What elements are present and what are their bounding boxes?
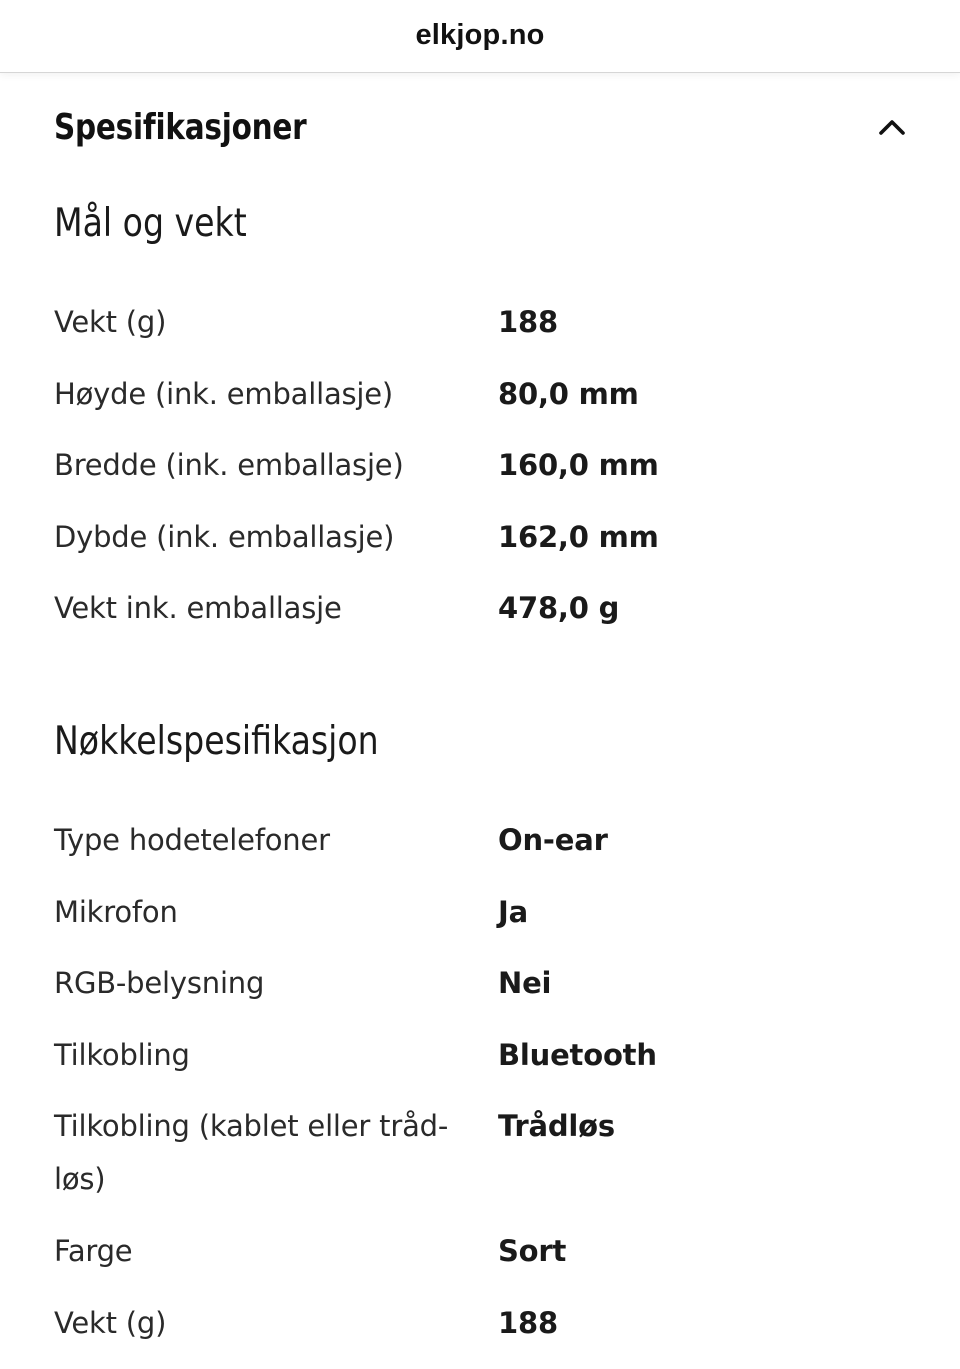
spec-value: 188 bbox=[498, 1305, 558, 1340]
chevron-up-icon bbox=[877, 117, 907, 137]
spec-list bbox=[54, 814, 914, 1368]
spec-value: Nei bbox=[498, 966, 552, 1000]
spec-row bbox=[54, 886, 914, 958]
spec-value: Ja bbox=[498, 894, 528, 929]
spec-label: Dybde (ink. emballasje) bbox=[54, 519, 395, 554]
spec-row bbox=[54, 368, 914, 440]
address-bar[interactable] bbox=[0, 0, 960, 73]
spec-value: 188 bbox=[498, 305, 558, 339]
spec-row bbox=[54, 1029, 914, 1101]
section-dimensions-weight bbox=[54, 198, 914, 654]
spec-row bbox=[54, 582, 914, 654]
spec-value: Trådløs bbox=[498, 1109, 615, 1143]
spec-label: Type hodetelefoner bbox=[54, 823, 330, 857]
spec-label: Tilkobling bbox=[54, 1037, 190, 1072]
collapse-button[interactable] bbox=[874, 109, 910, 145]
spec-label: Mikrofon bbox=[54, 894, 178, 929]
url-text: elkjop.no bbox=[415, 18, 545, 51]
spec-value: 478,0 g bbox=[498, 591, 620, 625]
spec-label: Vekt ink. emballasje bbox=[54, 591, 342, 625]
spec-value: 160,0 mm bbox=[498, 448, 659, 482]
section-title: Nøkkelspesifikasjon bbox=[54, 719, 379, 764]
spec-row bbox=[54, 1297, 914, 1369]
spec-label: RGB-belysning bbox=[54, 966, 265, 1000]
specifications-header[interactable] bbox=[54, 102, 910, 152]
spec-row bbox=[54, 1100, 914, 1225]
spec-row bbox=[54, 511, 914, 583]
specifications-panel bbox=[0, 74, 960, 1369]
spec-value: 80,0 mm bbox=[498, 376, 639, 411]
spec-list bbox=[54, 296, 914, 654]
section-key-specifications bbox=[54, 716, 914, 1368]
spec-value: Sort bbox=[498, 1234, 567, 1268]
page-title: Spesifikasjoner bbox=[54, 106, 307, 148]
spec-row bbox=[54, 296, 914, 368]
spec-label: Vekt (g) bbox=[54, 1305, 167, 1340]
spec-value: 162,0 mm bbox=[498, 519, 659, 554]
spec-value: On-ear bbox=[498, 823, 608, 857]
spec-label: Vekt (g) bbox=[54, 305, 167, 339]
spec-label: Tilkobling (kablet eller tråd-løs) bbox=[54, 1109, 449, 1196]
spec-row bbox=[54, 1225, 914, 1297]
spec-value: Bluetooth bbox=[498, 1037, 657, 1072]
spec-row bbox=[54, 814, 914, 886]
spec-label: Farge bbox=[54, 1234, 133, 1268]
spec-row bbox=[54, 439, 914, 511]
spec-row bbox=[54, 957, 914, 1029]
section-title: Mål og vekt bbox=[54, 201, 247, 246]
spec-label: Høyde (ink. emballasje) bbox=[54, 376, 394, 411]
spec-label: Bredde (ink. emballasje) bbox=[54, 448, 404, 482]
